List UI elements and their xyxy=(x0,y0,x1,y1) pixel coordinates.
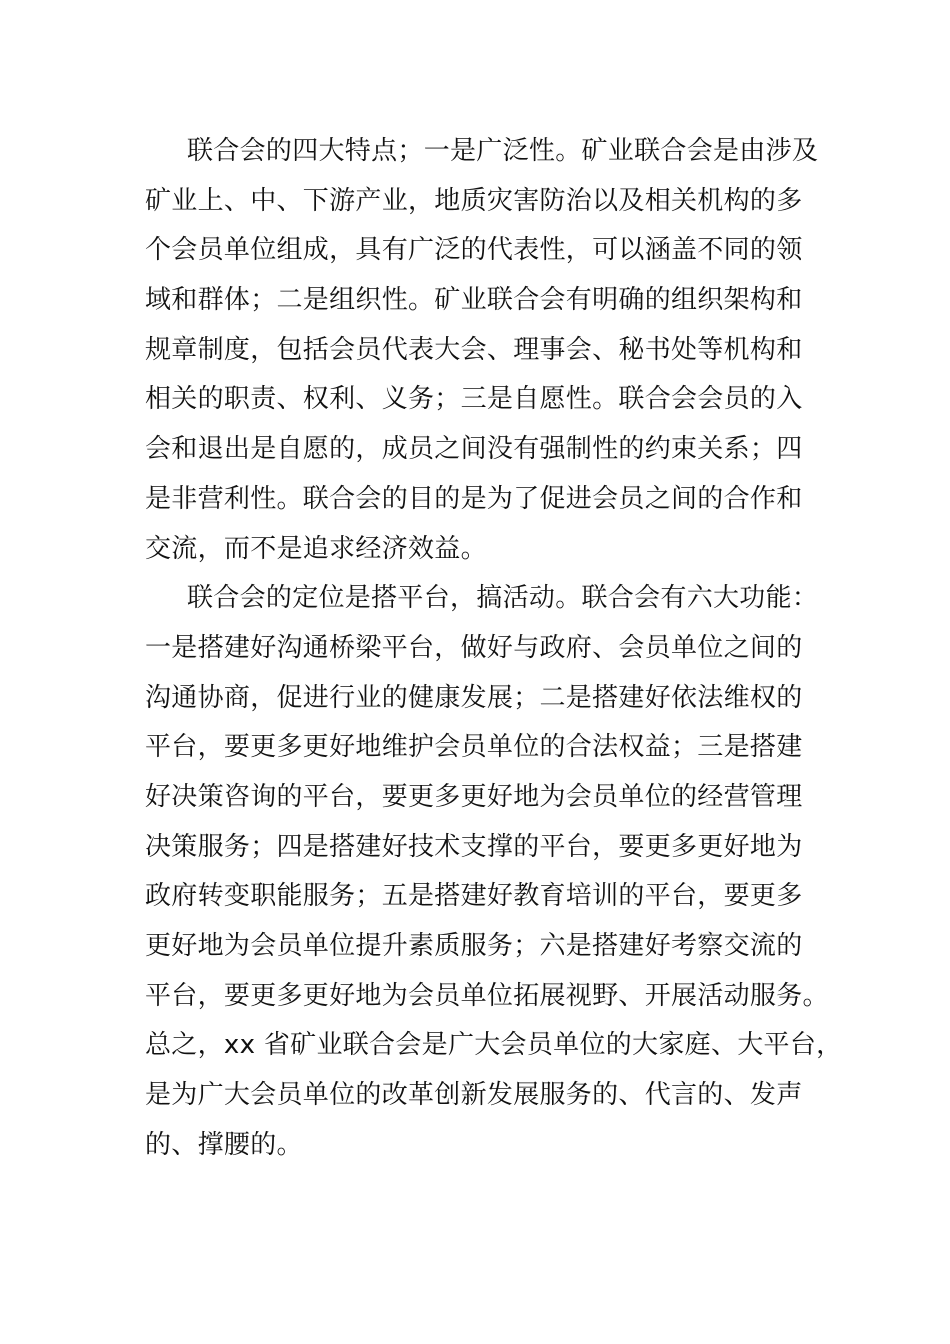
paragraph-line: 是非营利性。联合会的目的是为了促进会员之间的合作和 xyxy=(145,483,803,514)
paragraph-line: 的、撑腰的。 xyxy=(145,1129,303,1160)
paragraph-line: 政府转变职能服务；五是搭建好教育培训的平台，要更多 xyxy=(145,881,803,912)
paragraph-functions xyxy=(145,574,843,1170)
paragraph-line: 决策服务；四是搭建好技术支撑的平台，要更多更好地为 xyxy=(145,831,803,862)
paragraph-line: 是为广大会员单位的改革创新发展服务的、代言的、发声 xyxy=(145,1080,803,1111)
paragraph-line: 平台，要更多更好地为会员单位拓展视野、开展活动服务。 xyxy=(145,980,829,1011)
paragraph-line: 一是搭建好沟通桥梁平台，做好与政府、会员单位之间的 xyxy=(145,632,803,663)
paragraph-line: 联合会的四大特点；一是广泛性。矿业联合会是由涉及 xyxy=(187,136,819,166)
document-body xyxy=(145,127,843,1170)
paragraph-line: 好决策咨询的平台，要更多更好地为会员单位的经营管理 xyxy=(145,781,803,812)
paragraph-line: 矿业上、中、下游产业，地质灾害防治以及相关机构的多 xyxy=(145,185,803,216)
paragraph-line: 总之，xx 省矿业联合会是广大会员单位的大家庭、大平台， xyxy=(145,1030,843,1061)
paragraph-line: 交流，而不是追求经济效益。 xyxy=(145,533,487,564)
paragraph-line: 沟通协商，促进行业的健康发展；二是搭建好依法维权的 xyxy=(145,682,803,713)
paragraph-line: 更好地为会员单位提升素质服务；六是搭建好考察交流的 xyxy=(145,931,803,961)
paragraph-line: 联合会的定位是搭平台，搞活动。联合会有六大功能： xyxy=(187,583,819,614)
paragraph-line: 规章制度，包括会员代表大会、理事会、秘书处等机构和 xyxy=(145,334,803,365)
paragraph-line: 域和群体；二是组织性。矿业联合会有明确的组织架构和 xyxy=(145,285,803,316)
paragraph-line: 相关的职责、权利、义务；三是自愿性。联合会会员的入 xyxy=(145,384,803,415)
paragraph-line: 会和退出是自愿的，成员之间没有强制性的约束关系；四 xyxy=(145,434,803,465)
paragraph-features xyxy=(145,127,819,574)
paragraph-line: 个会员单位组成，具有广泛的代表性，可以涵盖不同的领 xyxy=(145,235,803,266)
paragraph-line: 平台，要更多更好地维护会员单位的合法权益；三是搭建 xyxy=(145,732,803,763)
